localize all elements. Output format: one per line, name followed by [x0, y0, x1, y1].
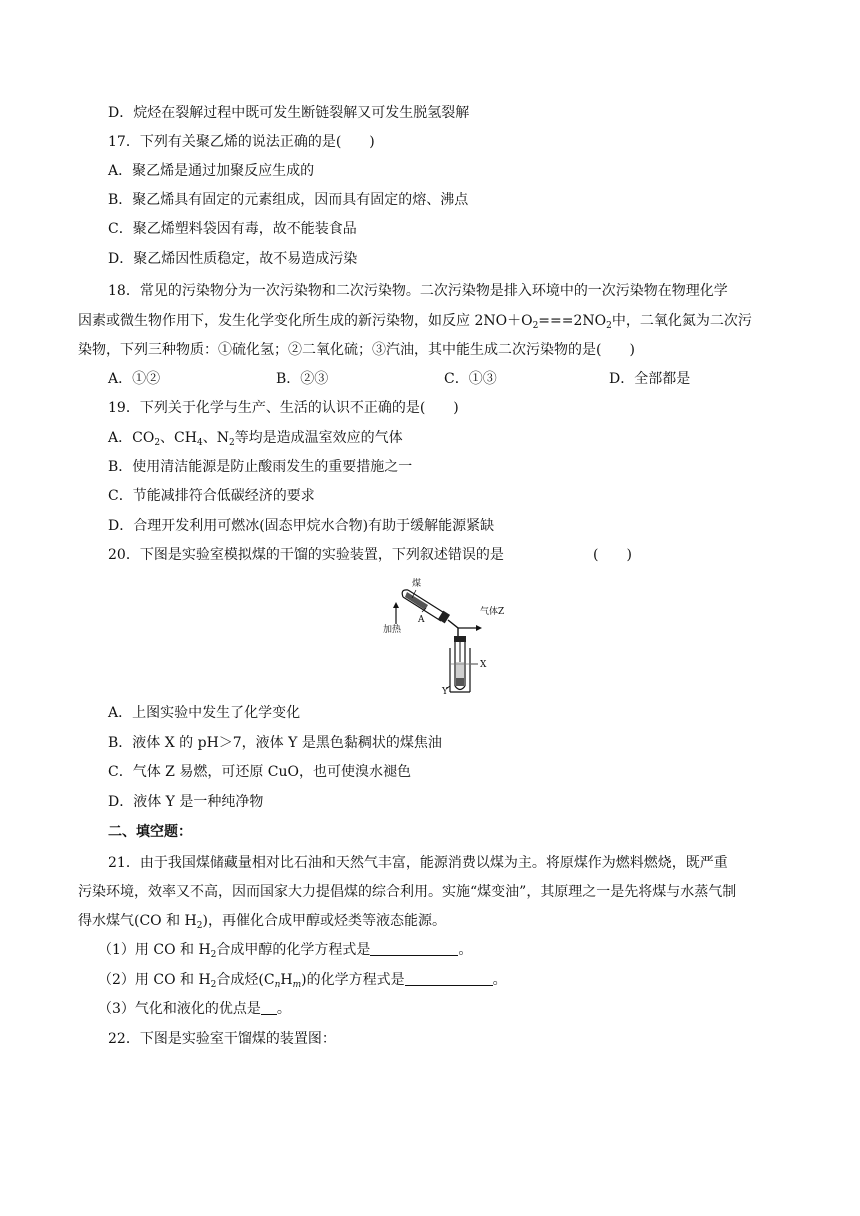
fig-label-y: Y [442, 687, 448, 696]
q17-option-c: C．聚乙烯塑料袋因有毒，故不能装食品 [108, 221, 357, 237]
q18-option-d: D．全部都是 [609, 371, 691, 387]
q18-option-a: A．①② [108, 371, 161, 387]
q18-line3: 染物，下列三种物质：①硫化氢；②二氧化硫；③汽油，其中能生成二次污染物的是( ) [78, 342, 635, 358]
q22-stem: 22．下图是实验室干馏煤的装置图： [108, 1031, 336, 1047]
test-tube-a [402, 590, 450, 623]
q19-option-c: C．节能减排符合低碳经济的要求 [108, 488, 315, 504]
q19-option-b: B．使用清洁能源是防止酸雨发生的重要措施之一 [108, 459, 413, 475]
q20-option-c: C．气体 Z 易燃，可还原 CuO，也可使溴水褪色 [108, 764, 411, 780]
answer-blank-1[interactable] [370, 941, 458, 956]
q18-option-c: C．①③ [444, 371, 497, 387]
q21-part3: （3）气化和液化的优点是 。 [98, 1001, 291, 1017]
q18-line1: 18．常见的污染物分为一次污染物和二次污染物。二次污染物是排入环境中的一次污染物在物理化学 [108, 283, 728, 299]
q21-part2: （2）用 CO 和 $H_2$合成烃$(C_nH_m)$的化学方程式是 。 [98, 972, 507, 990]
section-heading-fill-in: 二、填空题： [108, 824, 192, 840]
fig-label-gas-z: 气体Z [480, 607, 505, 617]
fig-label-a: A [418, 615, 425, 625]
q16-option-d: D．烷烃在裂解过程中既可发生断链裂解又可发生脱氢裂解 [108, 105, 470, 121]
q17-stem: 17．下列有关聚乙烯的说法正确的是( ) [108, 134, 375, 150]
fig-label-coal: 煤 [412, 579, 422, 589]
q21-line1: 21．由于我国煤储藏量相对比石油和天然气丰富，能源消费以煤为主。将原煤作为燃料燃烧，既严重 [108, 855, 728, 871]
answer-blank-2[interactable] [405, 971, 493, 986]
q21-part1: （1）用 CO 和 $H_2$合成甲醇的化学方程式是 。 [98, 942, 473, 960]
q20-option-a: A．上图实验中发生了化学变化 [108, 705, 301, 721]
q17-option-a: A．聚乙烯是通过加聚反应生成的 [108, 163, 315, 179]
q19-stem: 19．下列关于化学与生产、生活的认识不正确的是( ) [108, 400, 459, 416]
q21-line2: 污染环境，效率又不高，因而国家大力提倡煤的综合利用。实施“煤变油”，其原理之一是先将煤与水蒸气制 [78, 884, 737, 900]
q18-option-b: B．②③ [276, 371, 329, 387]
q20-option-d: D．液体 Y 是一种纯净物 [108, 794, 264, 810]
fig-label-heat: 加热 [383, 625, 402, 635]
q19-option-a: A．$CO_2$、$CH_4$、$N_2$等均是造成温室效应的气体 [108, 430, 403, 448]
q21-line3: 得水煤气(CO 和 $H_2$)，再催化合成甲醇或烃类等液态能源。 [78, 913, 446, 931]
stopper [454, 636, 466, 642]
q19-option-d: D．合理开发利用可燃冰(固态甲烷水合物)有助于缓解能源紧缺 [108, 518, 495, 534]
receiving-tube [455, 642, 465, 690]
q20-option-b: B．液体 X 的 pH＞7，液体 Y 是黑色黏稠状的煤焦油 [108, 735, 442, 751]
q18-line2: 因素或微生物作用下，发生化学变化所生成的新污染物，如反应 $2NO+O_2===2NO_2$中，二氧化氮为二次污 [78, 313, 752, 331]
q20-answer-paren: ( ) [593, 547, 632, 563]
fig-label-x: X [480, 660, 487, 670]
answer-blank-3[interactable] [261, 1000, 277, 1015]
q17-option-b: B．聚乙烯具有固定的元素组成，因而具有固定的熔、沸点 [108, 192, 469, 208]
dry-distillation-apparatus-figure [376, 576, 516, 696]
q17-option-d: D．聚乙烯因性质稳定，故不易造成污染 [108, 251, 358, 267]
q20-stem: 20．下图是实验室模拟煤的干馏的实验装置，下列叙述错误的是 [108, 547, 504, 563]
